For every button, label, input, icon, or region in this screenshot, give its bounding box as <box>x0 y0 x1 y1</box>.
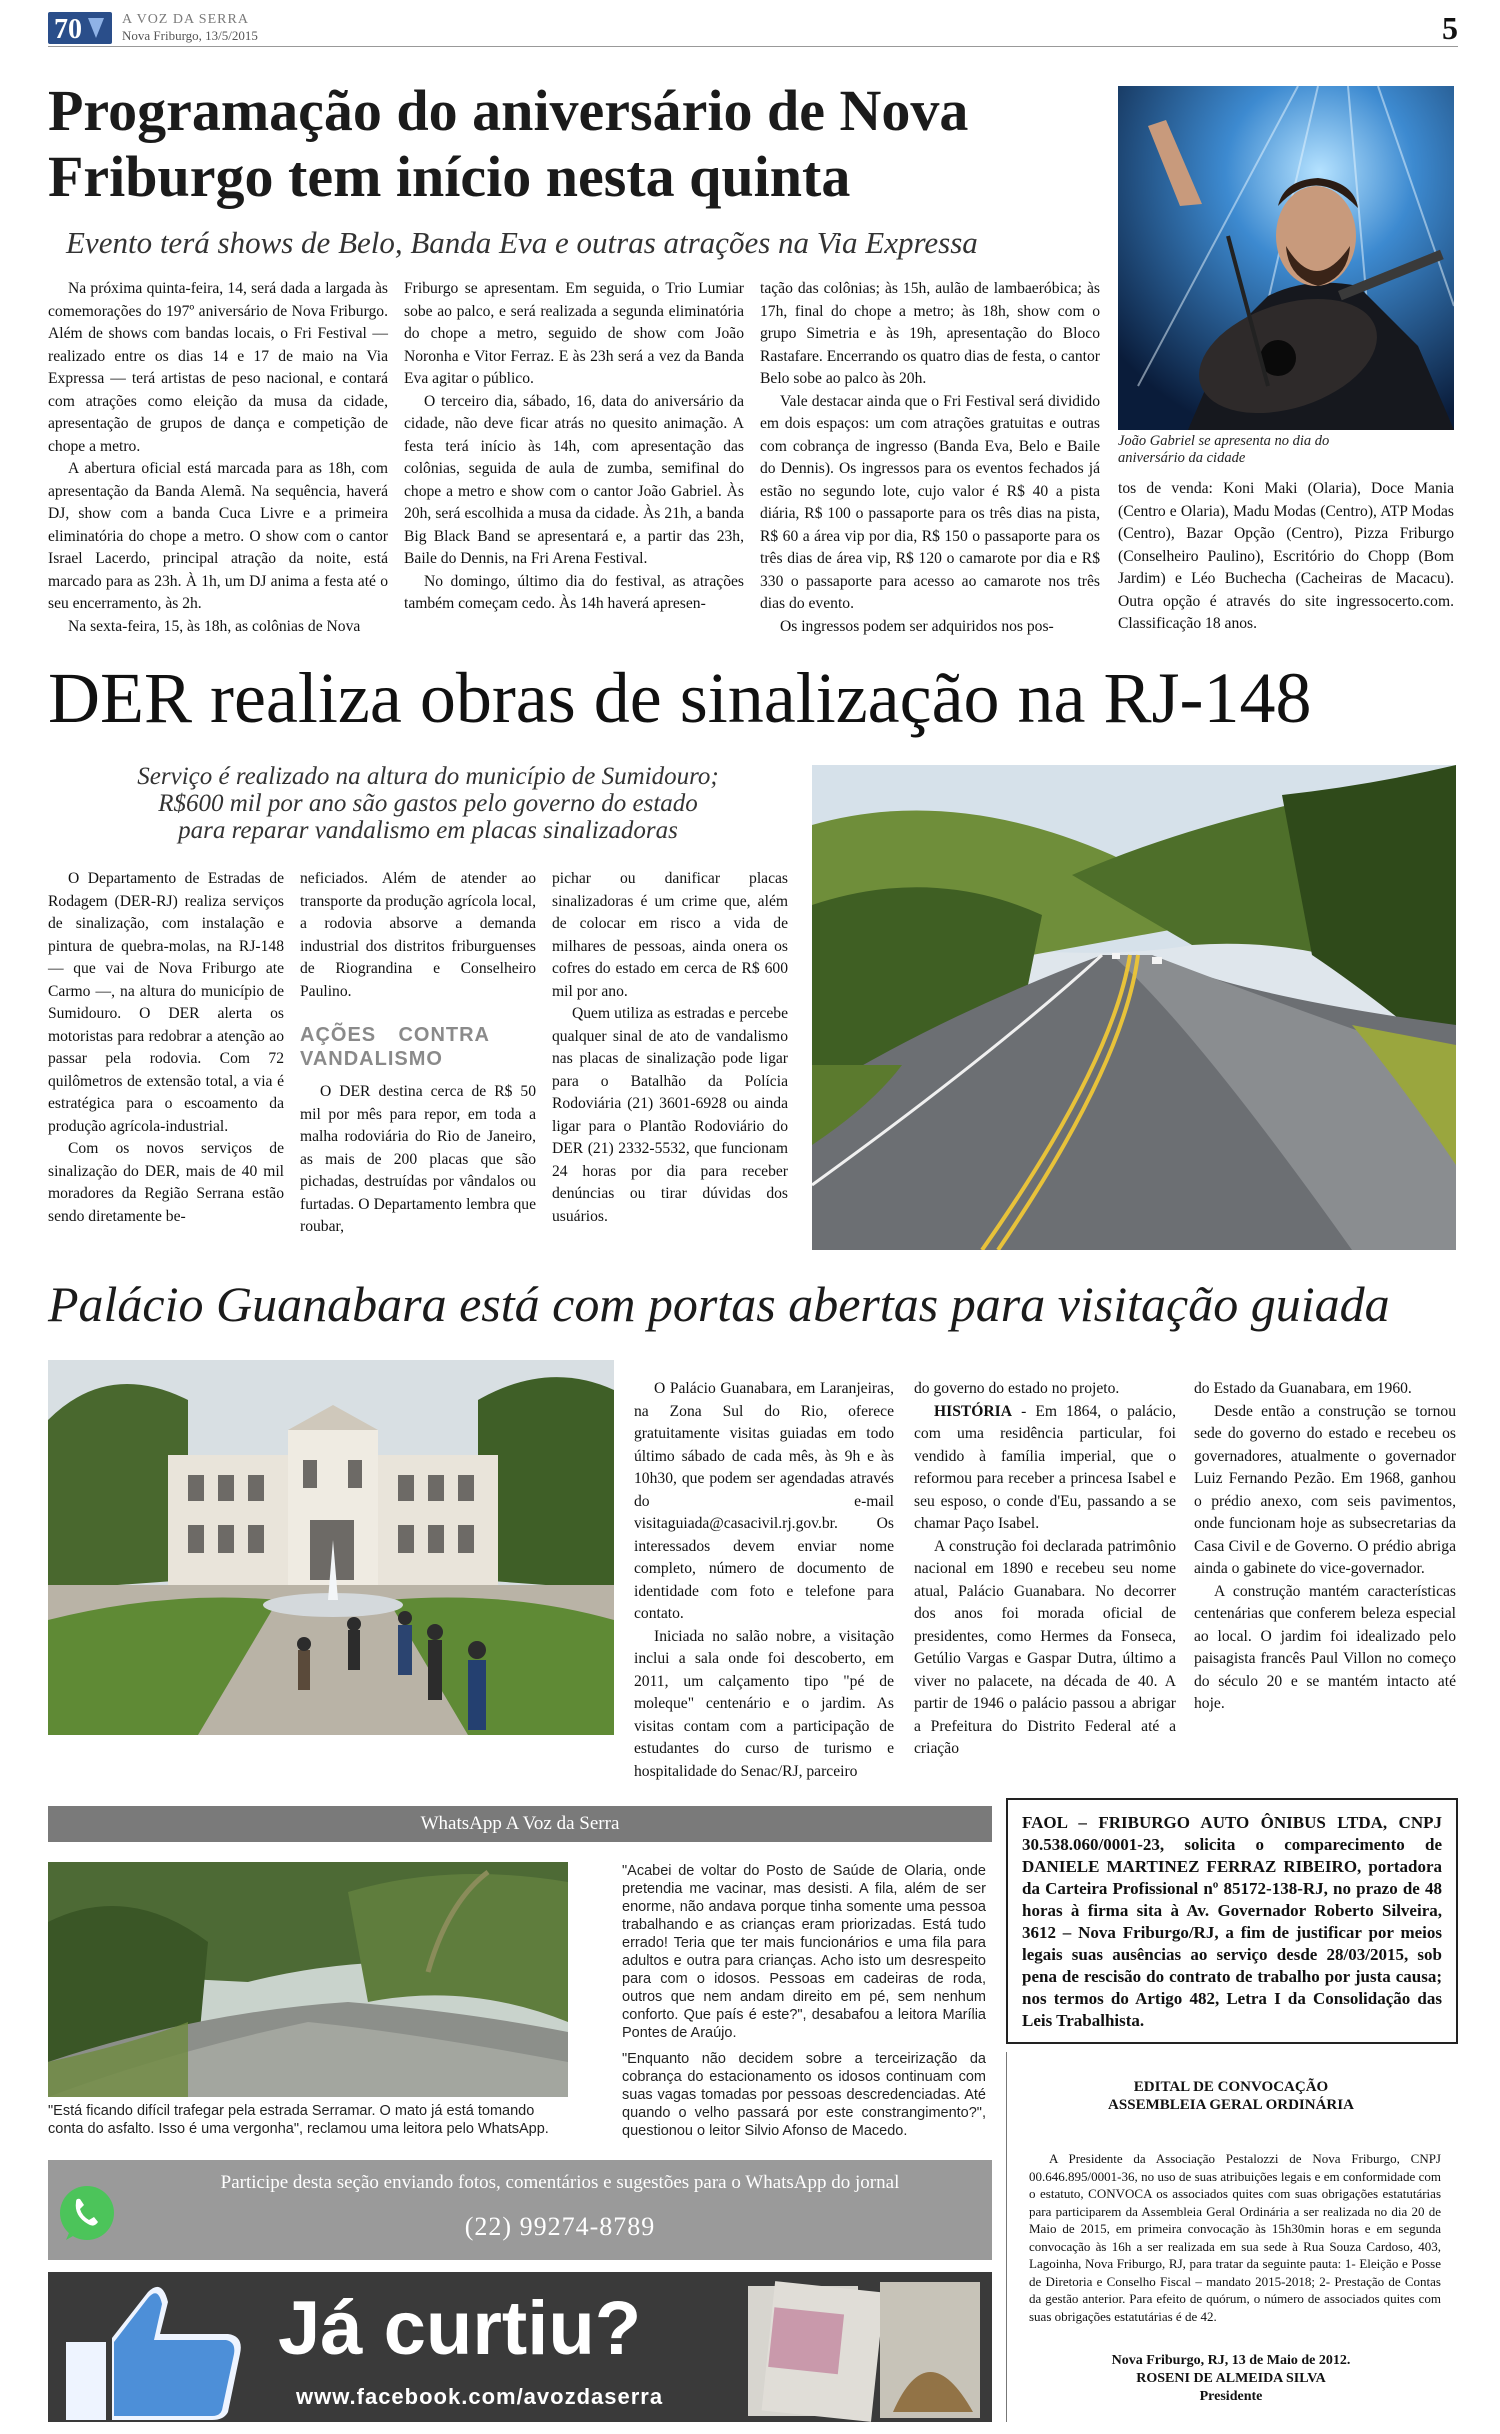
article2-subhead: AÇÕES CONTRA VANDALISMO <box>300 1024 490 1070</box>
paragraph: Na próxima quinta-feira, 14, será dada a largada às comemorações do 197º aniversário de Nova Friburgo. Além de shows com bandas locais, o Fri Festival — realizado entre os dias 14 e 17 de maio na Via Expressa — terá artistas de peso nacional, e contará com atrações como eleição da musa da cidade, apresentação de grupos de dança e competição de chope a metro. <box>48 280 388 455</box>
edital-signature-name: ROSENI DE ALMEIDA SILVA <box>1136 2371 1326 2386</box>
road-photo <box>812 765 1456 1250</box>
paragraph: Na sexta-feira, 15, às 18h, as colônias de Nova <box>68 617 361 635</box>
article1-headline-line2: Friburgo tem início nesta quinta <box>48 144 851 209</box>
paragraph: O DER destina cerca de R$ 50 mil por mês para repor, em toda a malha rodoviária do Rio de Janeiro, as mais de 200 placas que são pichadas, destruídas por vândalos ou furtadas. O Departamento lembra que roubar, <box>300 1083 536 1235</box>
whatsapp-icon <box>48 2182 126 2244</box>
paragraph: Quem utiliza as estradas e percebe qualquer sinal de ato de vandalismo nas placas de sinalização pode ligar para o Batalhão da Polícia Rodoviária (21) 3601-6928 ou ainda ligar para o Plantão Rodoviário do DER (21) 2332-5532, que funcionam 24 horas por dia para receber denúncias ou tirar dúvidas dos usuários. <box>552 1005 788 1225</box>
paragraph: A construção foi declarada patrimônio nacional em 1890 e recebeu seu nome atual, Palácio Guanabara. No decorrer dos anos foi morada oficial de presidentes, como Hermes da Fonseca, Getúlio Vargas e Gaspar Dutra, último a viver no palacete, na década de 40. A partir de 1946 o palácio passou a abrigar a Prefeitura do Distrito Federal até a criação <box>914 1537 1176 1757</box>
article2-column-2 <box>300 868 536 1239</box>
paragraph: O Departamento de Estradas de Rodagem (DER-RJ) realiza serviços de sinalização, com instalação e pintura de quebra-molas, na RJ-148 — que vai de Nova Friburgo ate Carmo —, na altura do município de Sumidouro. O DER alerta os motoristas para redobrar a atenção ao passar pela rodovia. Com 72 quilômetros de extensão total, a via é estratégica para o escoamento da produção agrícola-industrial. <box>48 870 284 1135</box>
whatsapp-photo-caption: "Está ficando difícil trafegar pela estrada Serramar. O mato já está tomando conta do asfalto. Isso é uma vergonha", reclamou uma leitora pelo WhatsApp. <box>48 2103 549 2137</box>
edital-text: A Presidente da Associação Pestalozzi de Nova Friburgo, CNPJ 00.646.895/0001-36, no uso de suas atribuições legais e em conformidade com o estatuto, CONVOCA os associados quites com suas obrigações estatutárias para participarem da Assembleia Geral Ordinária a ser realizada no dia 20 de Maio de 2015, em primeira convocação às 15h30min horas e em segunda convocação às 16h a ser realizada em sua sede à Rua Souza Cardoso, 403, Lagoinha, Nova Friburgo, RJ, para tratar da seguinte pauta: 1- Eleição e Posse de Diretoria e Conselho Fiscal – mandato 2015-2018; 2- Prestação de Contas da gestão anterior. Para efeito de quórum, o número de associados quites com suas obrigações estatutárias é de 42. <box>1029 2151 1441 2324</box>
article3-column-2 <box>914 1378 1176 1761</box>
edital-title-line2: ASSEMBLEIA GERAL ORDINÁRIA <box>1108 2097 1354 2113</box>
paragraph: Com os novos serviços de sinalização do DER, mais de 40 mil moradores da Região Serrana estão sendo diretamente be- <box>48 1140 284 1225</box>
article2-deck-line1: Serviço é realizado na altura do município de Sumidouro; <box>137 763 719 790</box>
article3-headline: Palácio Guanabara está com portas abertas para visitação guiada <box>48 1276 1390 1332</box>
article2-column-3 <box>552 868 788 1228</box>
facebook-slogan: Já curtiu? <box>278 2286 642 2371</box>
page-number: 5 <box>1442 10 1458 46</box>
paragraph: O terceiro dia, sábado, 16, data do aniversário da cidade, não deve ficar atrás no quesito animação. A festa terá início às 14h, com apresentação das colônias, seguida de aula de zumba, semifinal do chope a metro e show com o cantor João Gabriel. Às 20h, será escolhida a musa da cidade. Às 21h, a banda Big Black Band se apresentará e, a partir das 23h, Baile do Dennis, na Fri Arena Festival. <box>404 392 744 567</box>
historia-label: HISTÓRIA <box>934 1402 1012 1420</box>
facebook-promo <box>48 2272 992 2422</box>
paragraph: O Palácio Guanabara, em Laranjeiras, na Zona Sul do Rio, oferece gratuitamente visitas guiadas em todo último sábado de cada mês, às 9h e às 10h30, que podem ser agendadas através do e-mail visitaguiada@casacivil.rj.gov.br. Os interessados devem enviar nome completo, número de documento de identidade com foto e telefone para contato. <box>634 1380 894 1622</box>
article1-headline-line1: Programação do aniversário de Nova <box>48 78 969 143</box>
paragraph: pichar ou danificar placas sinalizadoras é um crime que, além de colocar em risco a vida de milhares de pessoas, ainda onera os cofres do estado em cerca de R$ 600 mil por ano. <box>552 870 788 1000</box>
masthead <box>48 10 1458 47</box>
whatsapp-reader-quote-1: "Acabei de voltar do Posto de Saúde de Olaria, onde pretendia me vacinar, mas desisti. A fila, além de ser enorme, não andava porque tinha somente uma pessoa trabalhando e as crianças eram priorizadas. Está tudo errado! Teria que ter mais funcionários e uma fila para adultos e outra para crianças. Acho isto um desrespeito para com o idosos. Pessoas em cadeiras de roda, outros que nem andam direito em pé, sem nenhum conforto. Que país é este?", desabafou a leitora Marília Pontes de Araújo. <box>622 1863 986 2041</box>
paragraph: tação das colônias; às 15h, aulão de lambaeróbica; às 17h, final do chope a metro; às 18h, show com o grupo Simetria e às 19h, apresentação do Bloco Rastafare. Encerrando os quatro dias de festa, o cantor Belo sobe ao palco às 20h. <box>760 280 1100 387</box>
article1-deck: Evento terá shows de Belo, Banda Eva e outras atrações na Via Expressa <box>66 225 978 260</box>
article1-column-3 <box>760 278 1100 638</box>
paragraph: tos de venda: Koni Maki (Olaria), Doce Mania (Centro e Olaria), Madu Modas (Centro), ATP Modas (Centro), Bazar Opção (Centro), Pizza Friburgo (Conselheiro Paulino), Escritório do Chopp (Bom Jardim) e Léo Buchecha (Cacheiras de Macacu). Outra opção é através do site ingressocerto.com. Classificação 18 anos. <box>1118 480 1454 632</box>
whatsapp-section-title: WhatsApp A Voz da Serra <box>48 1806 992 1842</box>
edition-date: Nova Friburgo, 13/5/2015 <box>122 28 258 43</box>
edital-date: Nova Friburgo, RJ, 13 de Maio de 2012. <box>1111 2353 1351 2368</box>
paragraph <box>914 1401 1176 1536</box>
article2-deck-line3: para reparar vandalismo em placas sinalizadoras <box>178 817 678 844</box>
historia-text: - Em 1864, o palácio, com uma residência particular, foi vendido à família imperial, que o reformou para receber a princesa Isabel e seu esposo, o conde d'Eu, passando a se chamar Paço Isabel. <box>914 1402 1176 1532</box>
whatsapp-reader-quote-2: "Enquanto não decidem sobre a terceirização da cobrança do estacionamento os idosos continuam com suas vagas tomadas por pessoas descredenciadas. Até quando o velho passará por este constrangimento?", questionou o leitor Silvio Afonso de Macedo. <box>622 2051 986 2139</box>
faol-notice-text: FAOL – FRIBURGO AUTO ÔNIBUS LTDA, CNPJ 30.538.060/0001-23, solicita o comparecimento de DANIELE MARTINEZ FERRAZ RIBEIRO, portadora da Carteira Profissional nº 85172-138-RJ, no prazo de 48 horas à firma sita à Av. Governador Roberto Silveira, 3612 – Nova Friburgo/RJ, a fim de justificar por meios legais suas ausências ao serviço desde 28/03/2015, sob pena de rescisão do contrato de trabalho por justa causa; nos termos do Artigo 482, Letra I da Consolidação das Leis Trabalhista. <box>1022 1813 1442 2030</box>
logo-text: 70 <box>54 14 82 44</box>
article1-column-4 <box>1118 478 1454 636</box>
article1-headline <box>48 78 1088 210</box>
whatsapp-call-to-action: Participe desta seção enviando fotos, comentários e sugestões para o WhatsApp do jornal <box>220 2172 900 2193</box>
singer-photo-caption: João Gabriel se apresenta no dia do aniversário da cidade <box>1118 433 1330 466</box>
newspaper-logo <box>48 12 112 44</box>
paragraph: Iniciada no salão nobre, a visitação inclui a sala onde foi descoberto, em 2011, um calçamento tipo "pé de moleque" centenário e o jardim. As visitas contam com a participação de estudantes do curso de turismo e hospitalidade do Senac/RJ, parceiro <box>634 1627 894 1780</box>
paragraph: Os ingressos podem ser adquiridos nos pos- <box>780 617 1054 635</box>
paragraph: Friburgo se apresentam. Em seguida, o Trio Lumiar sobe ao palco, e será realizada a segunda eliminatória do chope a metro, seguido de show com João Noronha e Vitor Ferraz. E às 23h será a vez da Banda Eva agitar o público. <box>404 280 744 387</box>
article2-deck-line2: R$600 mil por ano são gastos pelo governo do estado <box>158 790 698 817</box>
paragraph: neficiados. Além de atender ao transporte da produção agrícola local, a rodovia absorve a demanda industrial dos distritos friburguenses de Riograndina e Conselheiro Paulino. <box>300 870 536 1000</box>
article3-column-1 <box>634 1378 894 1783</box>
singer-photo <box>1118 86 1454 430</box>
whatsapp-contact-strip <box>48 2160 992 2260</box>
article2-deck <box>48 763 808 844</box>
whatsapp-road-photo <box>48 1862 568 2097</box>
paragraph: do Estado da Guanabara, em 1960. <box>1194 1380 1412 1397</box>
paragraph: No domingo, último dia do festival, as atrações também começam cedo. Às 14h haverá apresen- <box>404 572 744 612</box>
edital-signature-role: Presidente <box>1199 2389 1263 2404</box>
paper-name: A VOZ DA SERRA <box>122 12 249 27</box>
faol-legal-notice <box>1006 1798 1458 2044</box>
article1-column-2 <box>404 278 744 616</box>
paragraph: Vale destacar ainda que o Fri Festival será dividido em dois espaços: um com atrações gratuitas e outras com cobrança de ingresso (Banda Eva, Belo e Baile do Dennis). Os ingressos para os eventos fechados já estão no segundo lote, cujo valor é R$ 40 a pista diária, R$ 100 o passaporte para os três dias na pista, R$ 60 a área vip por dia, R$ 150 o passaporte para os três dias de área vip, R$ 120 o camarote por dia e R$ 330 o passaporte para acesso ao camarote nos três dias do evento. <box>760 392 1100 612</box>
paragraph: A construção mantém características centenárias que conferem beleza especial ao local. O jardim foi idealizado pelo paisagista francês Paul Villon no começo do século 20 e se mantém intacto até hoje. <box>1194 1582 1456 1712</box>
facebook-url[interactable]: www.facebook.com/avozdaserra <box>296 2384 664 2409</box>
palace-photo <box>48 1360 614 1735</box>
edital-title-line1: EDITAL DE CONVOCAÇÃO <box>1133 2079 1329 2095</box>
paragraph: do governo do estado no projeto. <box>914 1380 1120 1397</box>
whatsapp-phone-number: (22) 99274-8789 <box>464 2212 656 2241</box>
article3-column-3 <box>1194 1378 1456 1716</box>
paragraph: Desde então a construção se tornou sede do governo do estado e recebeu os governadores, atualmente o governador Luiz Fernando Pezão. Em 1968, ganhou o prédio anexo, com seis pavimentos, onde funcionam hoje as subsecretarias da Casa Civil e de Governo. O prédio abriga ainda o gabinete do vice-governador. <box>1194 1402 1456 1577</box>
paragraph: A abertura oficial está marcada para as 18h, com apresentação da Banda Alemã. Na sequência, haverá DJ, show com a banda Cuca Livre e a primeira eliminatória do chope a metro. O show com o cantor Israel Lacerdo, principal atração da noite, está marcado para as 23h. À 1h, um DJ anima a festa até o seu encerramento, às 2h. <box>48 460 388 612</box>
article2-headline: DER realiza obras de sinalização na RJ-148 <box>48 658 1312 738</box>
edital-convocacao <box>1006 2052 1455 2422</box>
article1-column-1 <box>48 278 388 638</box>
article2-column-1 <box>48 868 284 1228</box>
